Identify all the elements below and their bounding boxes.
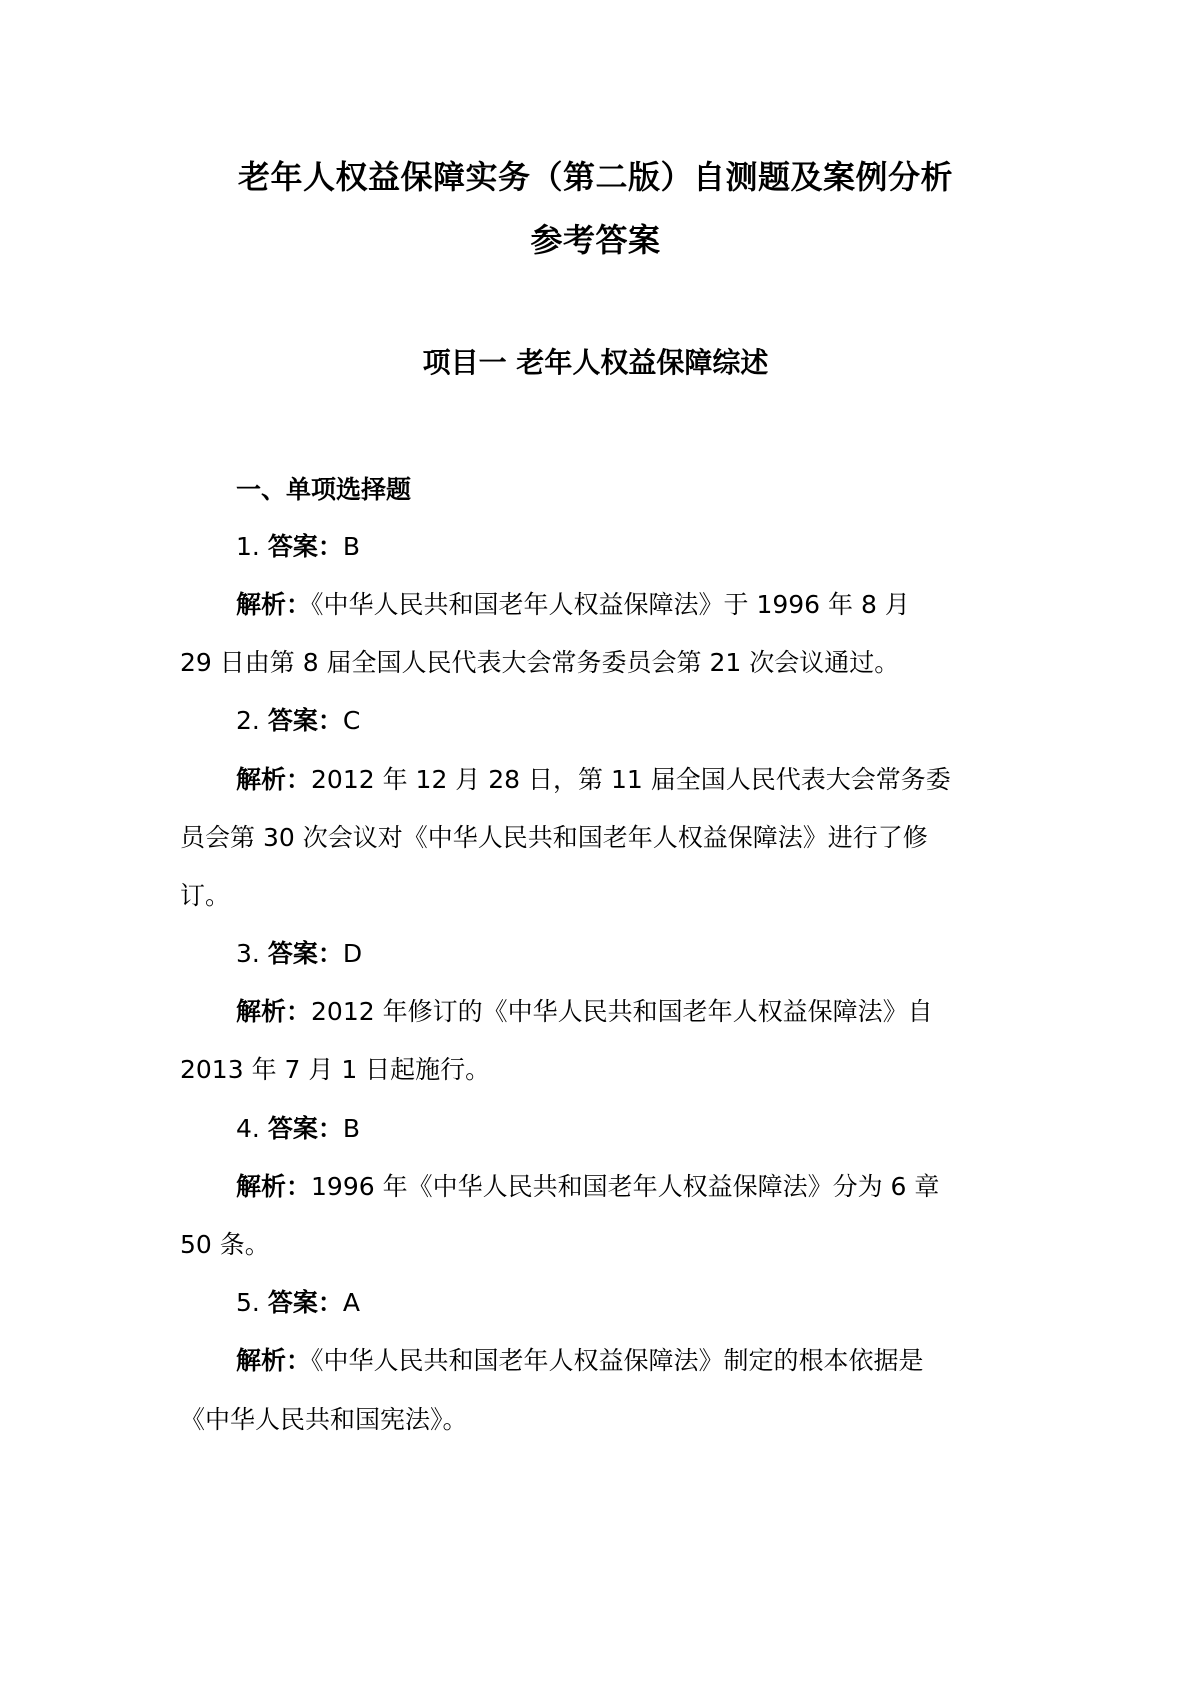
item-number: 5. — [236, 1288, 260, 1317]
answer-label: 答案： — [267, 1288, 343, 1317]
analysis-text: 《中华人民共和国老年人权益保障法》于 1996 年 8 月 — [311, 590, 910, 619]
analysis-label: 解析： — [236, 1172, 312, 1201]
analysis-text: 2012 年 12 月 28 日，第 11 届全国人民代表大会常务委 — [311, 765, 951, 794]
analysis-line — [236, 1171, 939, 1203]
analysis-text: 2012 年修订的《中华人民共和国老年人权益保障法》自 — [311, 997, 933, 1026]
answer-line-3 — [236, 938, 362, 970]
answer-value: B — [342, 532, 360, 561]
answer-label: 答案： — [267, 939, 343, 968]
analysis-text-continued: 29 日由第 8 届全国人民代表大会常务委员会第 21 次会议通过。 — [180, 648, 900, 677]
item-number: 2. — [236, 706, 260, 735]
answer-value: A — [342, 1288, 360, 1317]
answer-value: C — [342, 706, 361, 735]
answer-value: B — [342, 1114, 360, 1143]
answer-line-4 — [236, 1113, 360, 1145]
answer-label: 答案： — [267, 1114, 343, 1143]
item-number: 4. — [236, 1114, 260, 1143]
analysis-line — [236, 1345, 924, 1377]
item-number: 3. — [236, 939, 260, 968]
answer-line-2 — [236, 705, 360, 737]
document-subtitle: 参考答案 — [530, 221, 661, 259]
analysis-text-continued: 2013 年 7 月 1 日起施行。 — [180, 1055, 491, 1084]
analysis-text-continued: 员会第 30 次会议对《中华人民共和国老年人权益保障法》进行了修 — [180, 823, 928, 852]
analysis-text-continued: 《中华人民共和国宪法》。 — [180, 1405, 468, 1434]
analysis-line — [236, 996, 933, 1028]
item-number: 1. — [236, 532, 260, 561]
analysis-label: 解析： — [236, 765, 312, 794]
answer-value: D — [342, 939, 363, 968]
analysis-line — [236, 764, 951, 796]
analysis-text: 《中华人民共和国老年人权益保障法》制定的根本依据是 — [311, 1346, 924, 1375]
answer-label: 答案： — [267, 532, 343, 561]
analysis-text-continued: 50 条。 — [180, 1230, 270, 1259]
analysis-label: 解析： — [236, 590, 312, 619]
analysis-label: 解析： — [236, 1346, 312, 1375]
answer-line-5 — [236, 1287, 360, 1319]
section-heading: 项目一 老年人权益保障综述 — [422, 346, 769, 379]
document-title: 老年人权益保障实务（第二版）自测题及案例分析 — [237, 158, 953, 196]
answer-label: 答案： — [267, 706, 343, 735]
question-type-heading: 一、单项选择题 — [236, 475, 412, 504]
analysis-label: 解析： — [236, 997, 312, 1026]
analysis-text: 1996 年《中华人民共和国老年人权益保障法》分为 6 章 — [311, 1172, 940, 1201]
answer-line-1 — [236, 531, 360, 563]
analysis-text-continued: 订。 — [180, 881, 231, 910]
analysis-line — [236, 589, 910, 621]
